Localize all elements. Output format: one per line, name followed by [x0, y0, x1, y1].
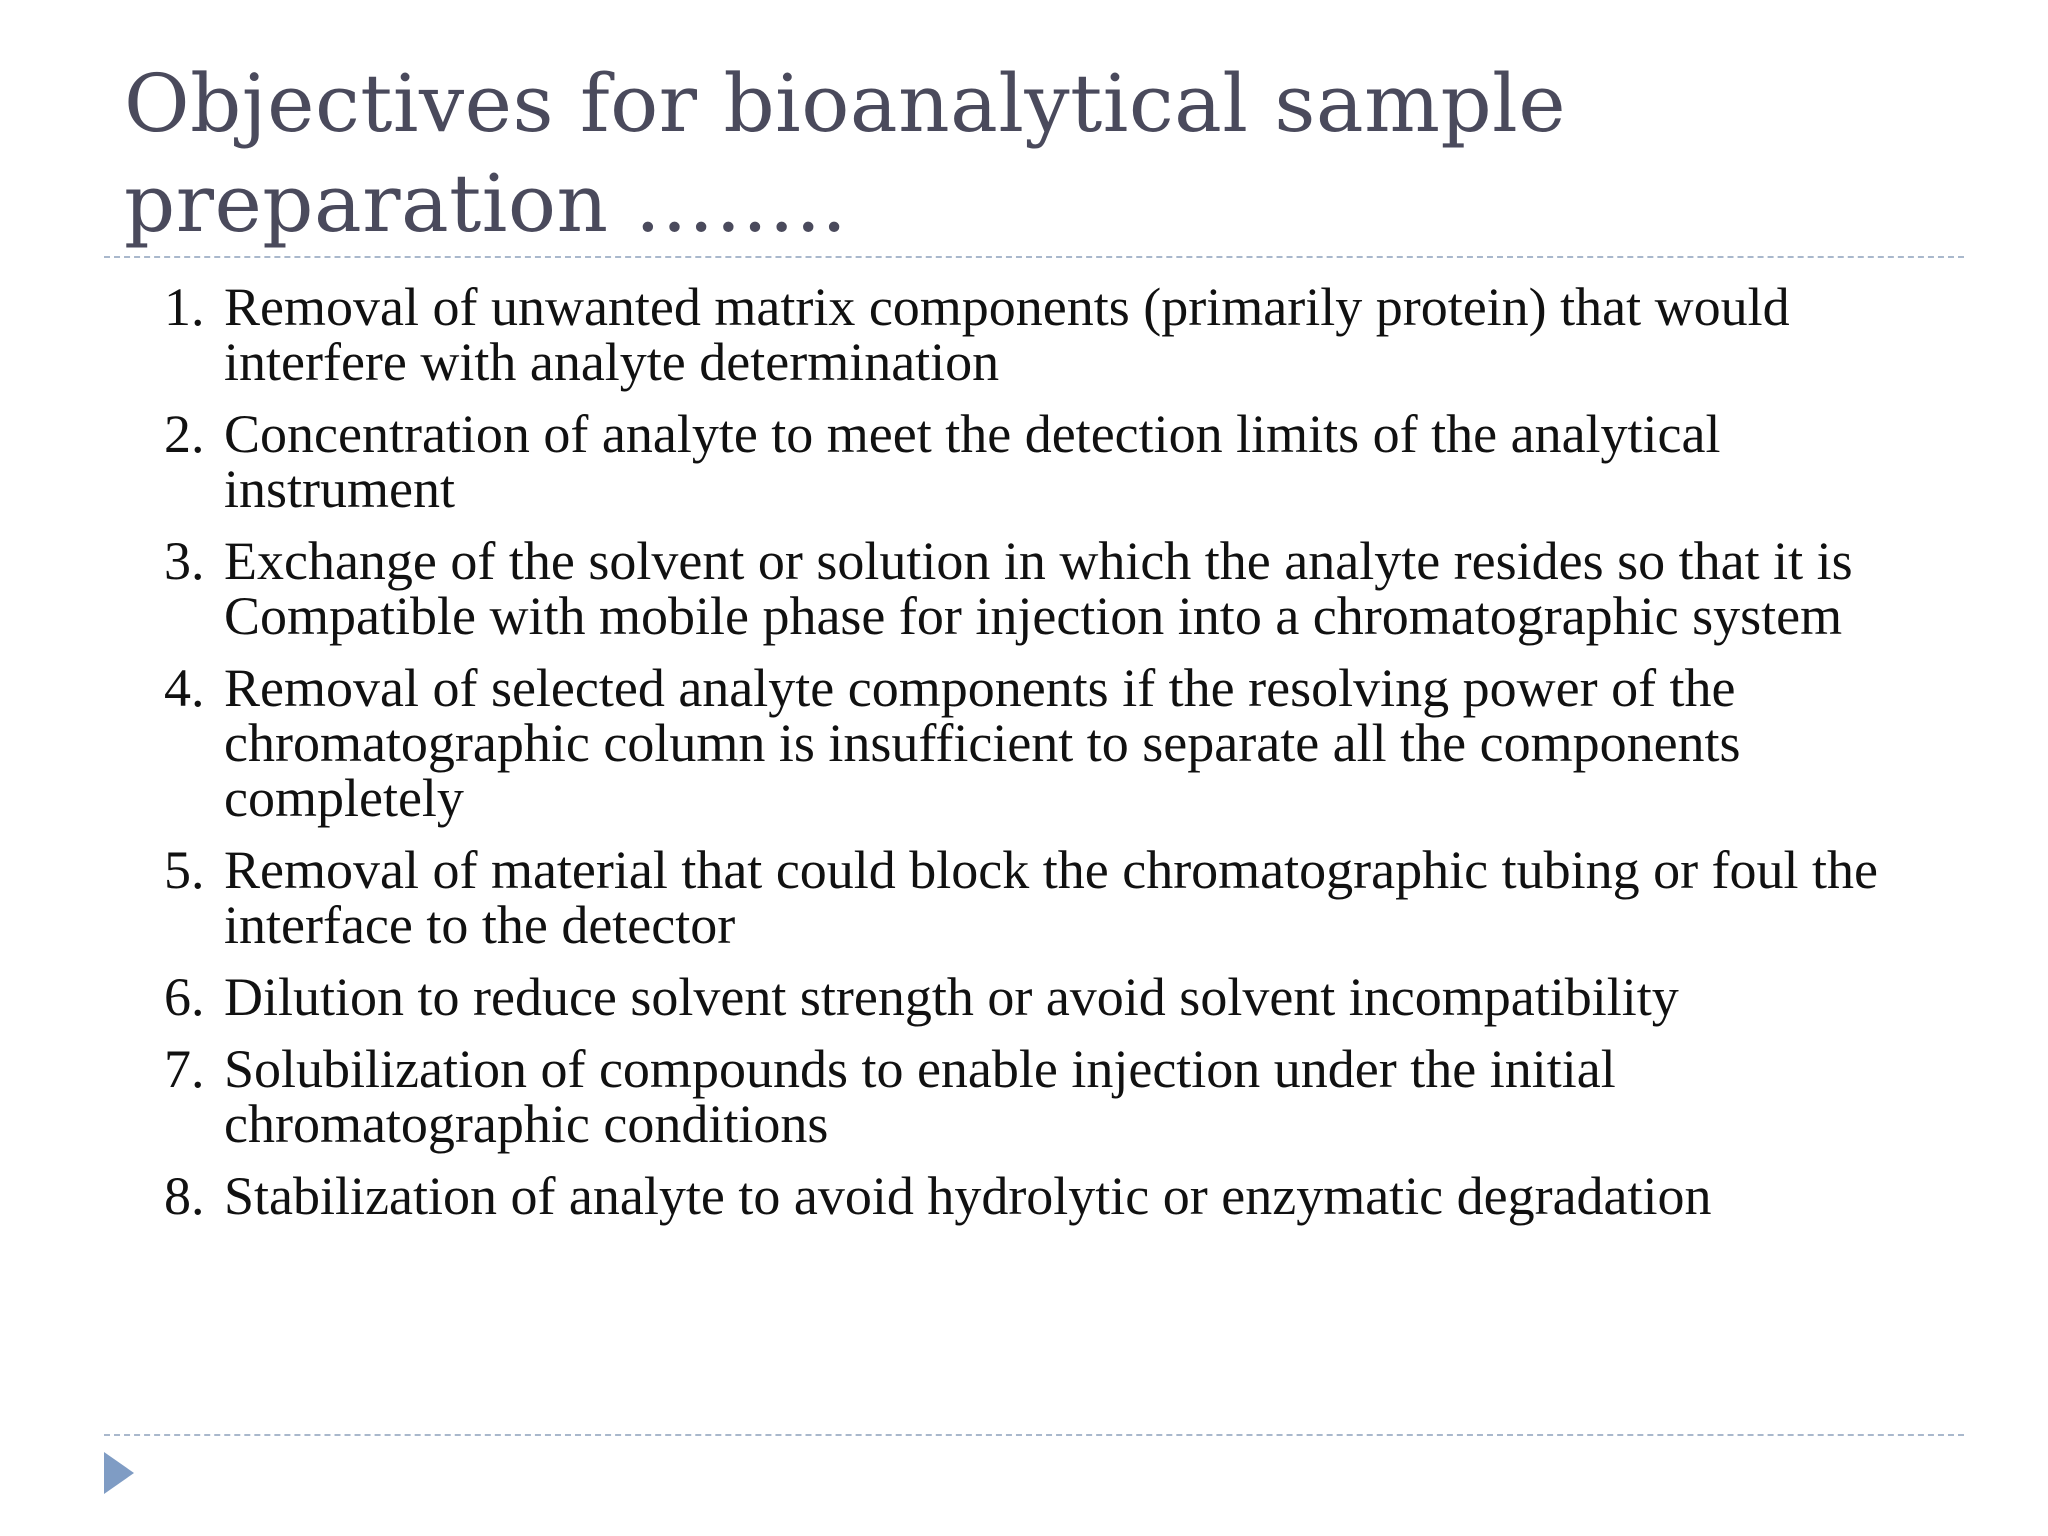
item-number: 1.: [164, 277, 205, 337]
item-number: 3.: [164, 531, 205, 591]
item-text: Solubilization of compounds to enable injection under the initial chromatographic conditions: [224, 1039, 1616, 1154]
list-item: [164, 658, 1944, 828]
list-item: [164, 531, 1944, 646]
item-number: 5.: [164, 840, 205, 900]
list-item: [164, 1039, 1944, 1154]
slide-title: Objectives for bioanalytical sample preparation ……..: [124, 57, 1567, 250]
item-text: Removal of material that could block the chromatographic tubing or foul the interface to the detector: [224, 840, 1879, 955]
item-number: 6.: [164, 967, 205, 1027]
item-number: 4.: [164, 658, 205, 718]
title-divider: [104, 256, 1964, 258]
list-item: [164, 967, 1944, 1027]
item-number: 2.: [164, 404, 205, 464]
footer-divider: [104, 1434, 1964, 1436]
item-text: Stabilization of analyte to avoid hydrolytic or enzymatic degradation: [224, 1166, 1712, 1226]
item-number: 8.: [164, 1166, 205, 1226]
list-item: [164, 404, 1944, 519]
item-text: Dilution to reduce solvent strength or avoid solvent incompatibility: [224, 967, 1679, 1027]
item-text: Removal of selected analyte components if the resolving power of the chromatographic column is insufficient to separate all the components completely: [224, 658, 1741, 828]
item-text: Concentration of analyte to meet the detection limits of the analytical instrument: [224, 404, 1721, 519]
triangle-right-icon[interactable]: [104, 1452, 134, 1494]
item-text: Exchange of the solvent or solution in which the analyte resides so that it is Compatible with mobile phase for injection into a chromatographic system: [224, 531, 1853, 646]
list-item: [164, 1166, 1944, 1226]
list-item: [164, 277, 1944, 392]
list-item: [164, 840, 1944, 955]
objectives-list: [164, 277, 1944, 1241]
item-text: Removal of unwanted matrix components (primarily protein) that would interfere with analyte determination: [224, 277, 1790, 392]
item-number: 7.: [164, 1039, 205, 1099]
